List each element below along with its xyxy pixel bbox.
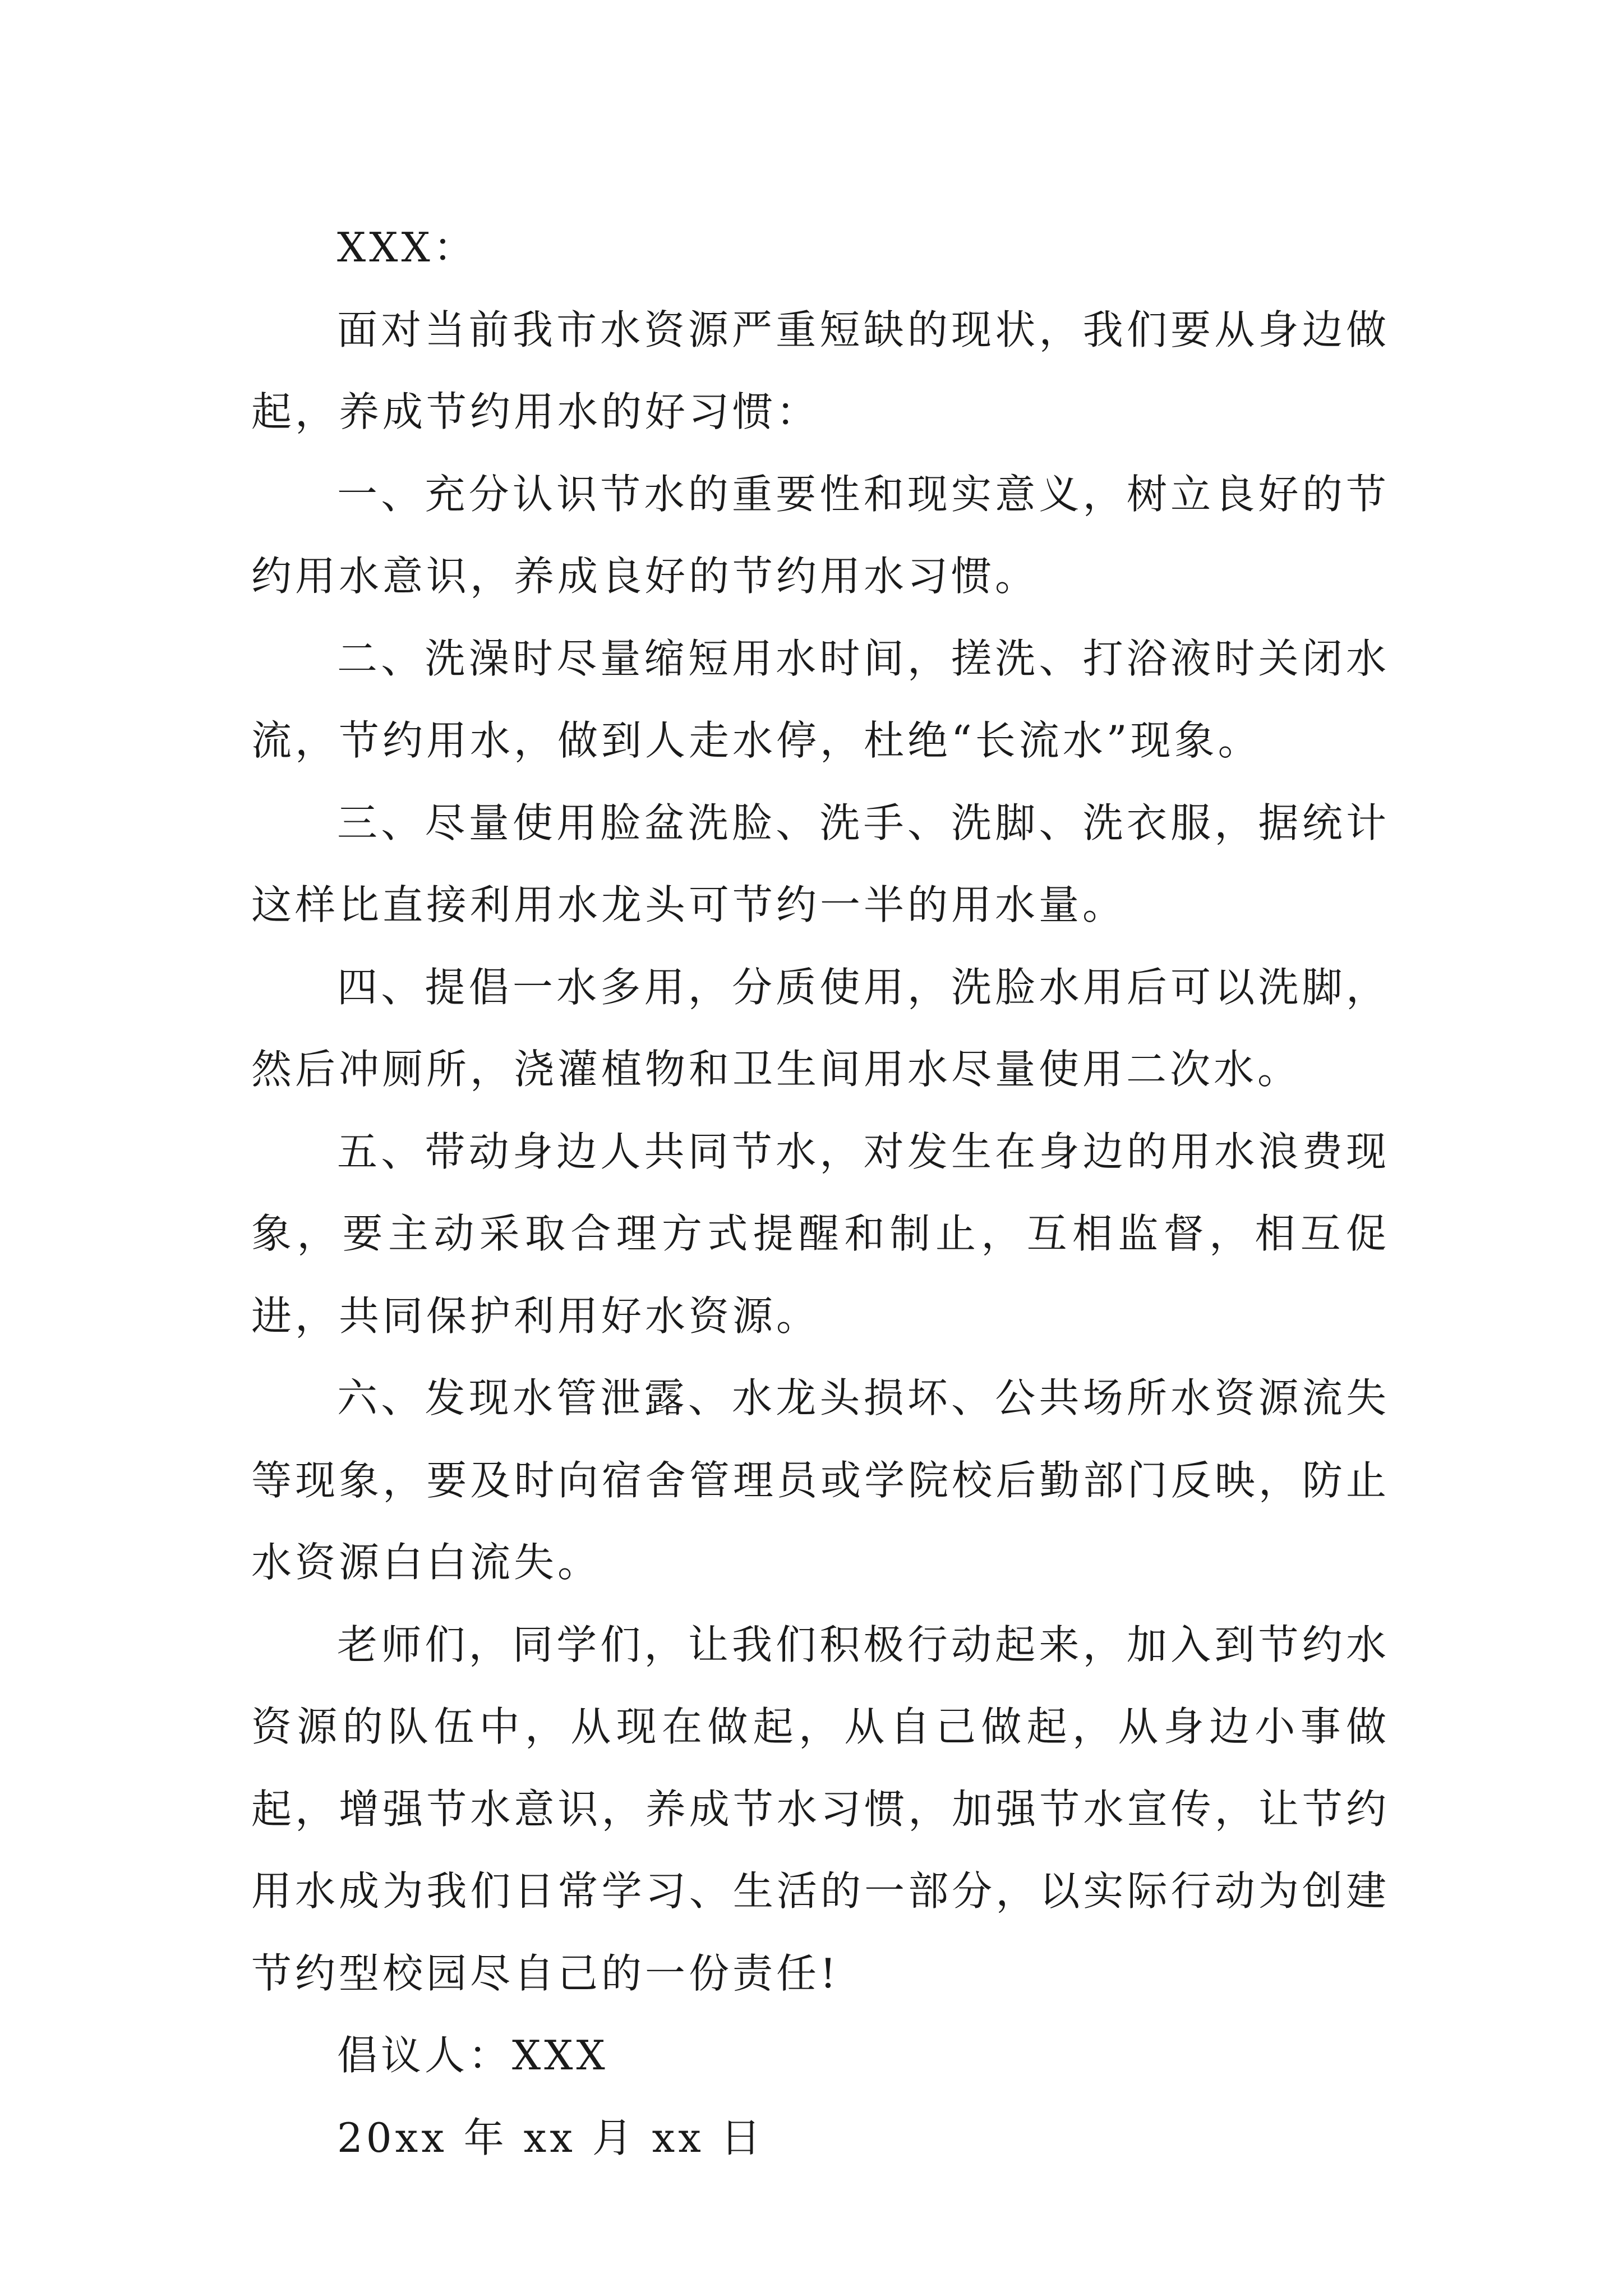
paragraph-intro: 面对当前我市水资源严重短缺的现状，我们要从身边做起，养成节约用水的好习惯： (251, 306, 1390, 435)
signature: 倡议人：XXX (337, 2032, 608, 2079)
document-body (251, 206, 1390, 2179)
paragraph-closing: 老师们，同学们，让我们积极行动起来，加入到节约水资源的队伍中，从现在做起，从自己做起，从身边小事做起，增强节水意识，养成节水习惯，加强节水宣传，让节约用水成为我们日常学习、生活的一部分，以实际行动为创建节约型校园尽自己的一份责任! (251, 1621, 1390, 1997)
paragraph-item-5: 五、带动身边人共同节水，对发生在身边的用水浪费现象，要主动采取合理方式提醒和制止，互相监督，相互促进，共同保护利用好水资源。 (251, 1128, 1390, 1340)
paragraph-item-2: 二、洗澡时尽量缩短用水时间，搓洗、打浴液时关闭水流，节约用水，做到人走水停，杜绝“长流水”现象。 (251, 634, 1390, 764)
paragraph-item-3: 三、尽量使用脸盆洗脸、洗手、洗脚、洗衣服，据统计这样比直接利用水龙头可节约一半的用水量。 (251, 799, 1390, 928)
salutation: XXX： (337, 224, 477, 271)
date: 20xx 年 xx 月 xx 日 (337, 2114, 764, 2161)
paragraph-item-6: 六、发现水管泄露、水龙头损坏、公共场所水资源流失等现象，要及时向宿舍管理员或学院校后勤部门反映，防止水资源白白流失。 (251, 1374, 1390, 1586)
paragraph-item-4: 四、提倡一水多用，分质使用，洗脸水用后可以洗脚，然后冲厕所，浇灌植物和卫生间用水尽量使用二次水。 (251, 963, 1390, 1093)
paragraph-item-1: 一、充分认识节水的重要性和现实意义，树立良好的节约用水意识，养成良好的节约用水习惯。 (251, 470, 1390, 600)
